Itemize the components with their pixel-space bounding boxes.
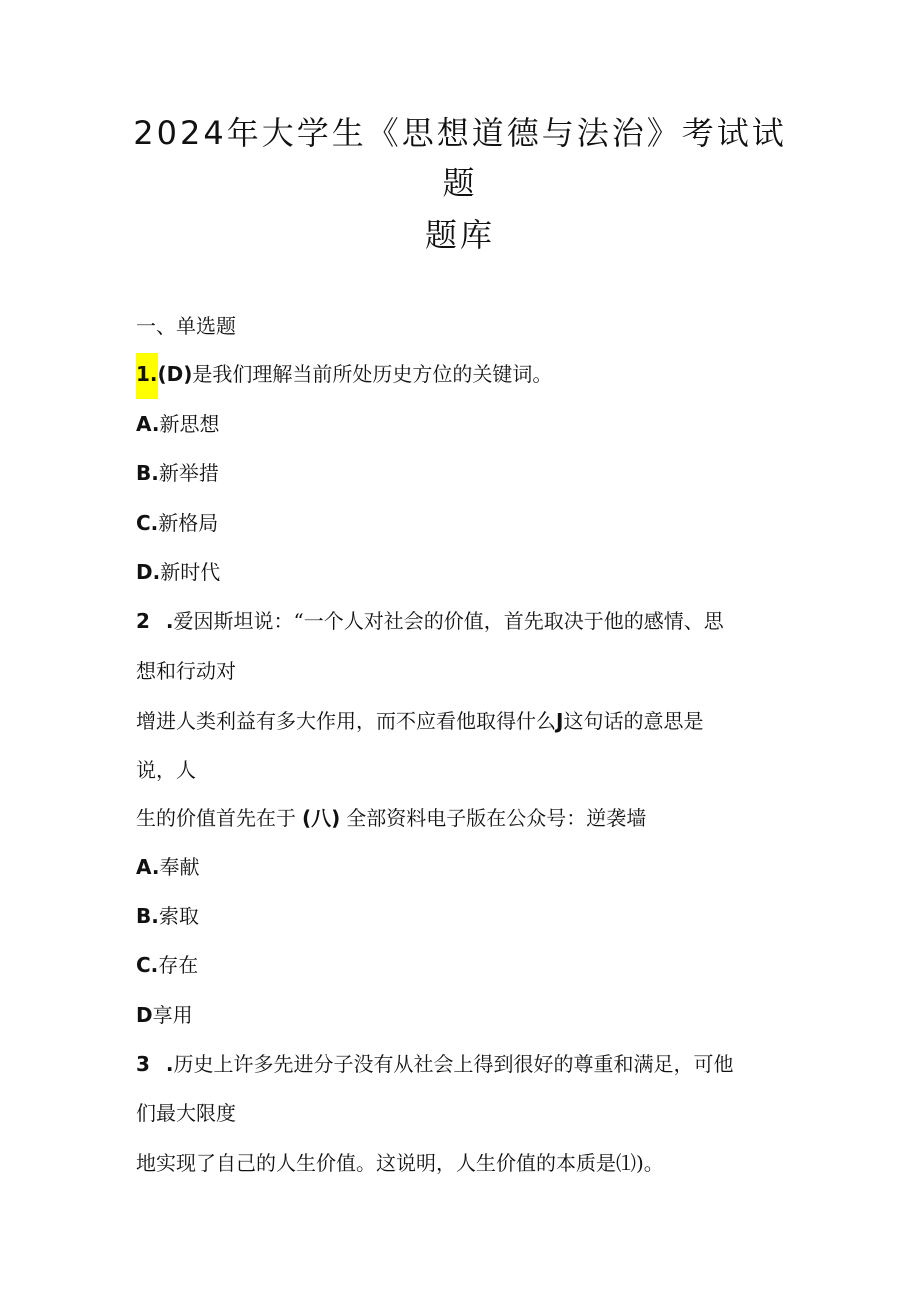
document-title-line-1: 2024年大学生《思想道德与法治》考试试: [133, 114, 787, 152]
question-2-text: 爱因斯坦说：“一个人对社会的价值，首先取决于他的感情、思: [173, 609, 724, 633]
question-3-text: 历史上许多先进分子没有从社会上得到很好的尊重和满足，可他: [173, 1052, 734, 1076]
question-2-option-b: [136, 900, 199, 929]
question-2-option-a: [136, 851, 199, 880]
question-3-dot: .: [165, 1052, 174, 1076]
question-2-text-part: 全部资料电子版在公众号：逆袭墙: [346, 806, 647, 830]
option-text: 新举措: [158, 461, 219, 485]
question-2-option-d: [136, 999, 193, 1028]
question-1: [136, 358, 552, 399]
option-text: 奉献: [159, 855, 200, 879]
option-letter: C.: [136, 511, 159, 535]
option-letter: D.: [136, 560, 161, 584]
question-2-text-part: 这句话的意思是: [563, 709, 704, 733]
question-2-answer: (八): [302, 806, 341, 830]
option-text: 享用: [152, 1003, 193, 1027]
question-2-quote-mark: J: [556, 709, 564, 733]
question-1-option-d: [136, 556, 220, 585]
question-2-option-c: [136, 949, 198, 978]
option-letter: B.: [136, 904, 159, 928]
document-title-line-3: 题库: [424, 216, 495, 254]
question-2-line-3: [136, 705, 703, 734]
question-2-dot: .: [165, 609, 174, 633]
question-1-answer: (D): [157, 362, 193, 386]
option-text: 存在: [158, 953, 199, 977]
question-2-line-1: [136, 605, 724, 634]
question-3-line-3: 地实现了自己的人生价值。这说明，人生价值的本质是⑴)。: [136, 1151, 664, 1175]
option-letter: C.: [136, 953, 159, 977]
question-3-line-2: 们最大限度: [136, 1101, 236, 1125]
question-1-text: 是我们理解当前所处历史方位的关键词。: [192, 362, 553, 386]
question-3-line-1: [136, 1048, 734, 1077]
question-2-line-4: 说，人: [136, 758, 196, 782]
question-1-number-highlight: 1.: [136, 353, 158, 399]
question-1-option-b: [136, 457, 219, 486]
question-2-number: 2: [136, 609, 150, 633]
question-1-option-a: [136, 408, 219, 437]
option-letter: B.: [136, 461, 159, 485]
option-letter: A.: [136, 412, 160, 436]
option-text: 新时代: [160, 560, 221, 584]
question-2-line-2: 想和行动对: [136, 659, 236, 683]
option-text: 新思想: [159, 412, 220, 436]
option-letter: A.: [136, 855, 160, 879]
question-2-line-5: [136, 802, 646, 831]
question-2-text-part: 增进人类利益有多大作用，而不应看他取得什么: [136, 709, 556, 733]
option-text: 索取: [158, 904, 199, 928]
section-heading: 一、单选题: [136, 314, 236, 338]
document-title-line-2: 题: [442, 164, 478, 202]
option-letter: D: [136, 1003, 153, 1027]
option-text: 新格局: [158, 511, 219, 535]
question-2-text-part: 生的价值首先在于: [136, 806, 296, 830]
question-1-option-c: [136, 507, 218, 536]
question-3-number: 3: [136, 1052, 150, 1076]
